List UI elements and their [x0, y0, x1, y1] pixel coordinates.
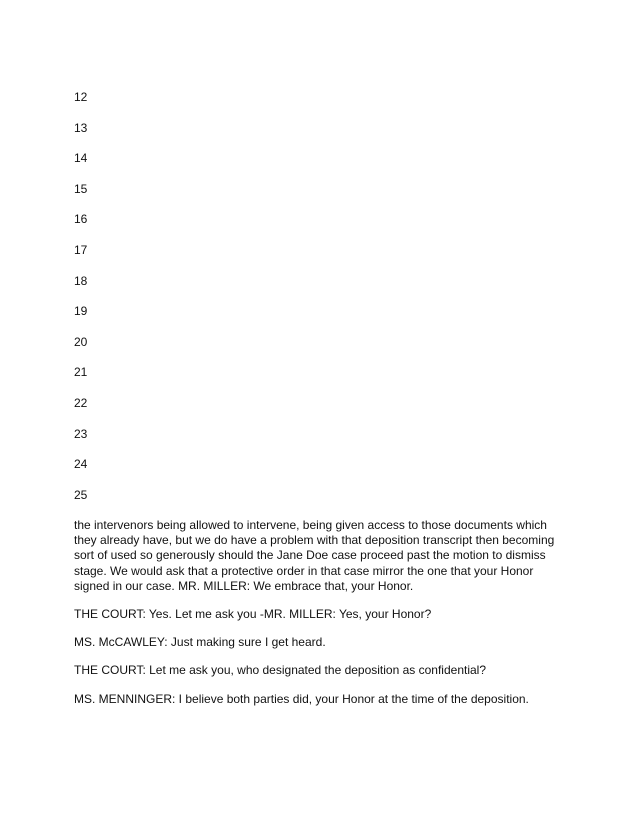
line-number: 24 [74, 457, 88, 472]
line-number: 21 [74, 365, 88, 380]
transcript-paragraph: MS. McCAWLEY: Just making sure I get heard. [74, 635, 326, 650]
transcript-body [74, 518, 564, 720]
line-number: 20 [74, 334, 88, 349]
transcript-paragraph: THE COURT: Let me ask you, who designated the deposition as confidential? [74, 663, 487, 678]
line-number: 15 [74, 181, 88, 196]
line-number: 16 [74, 212, 88, 227]
line-number: 13 [74, 120, 88, 135]
line-number: 12 [74, 90, 88, 104]
line-number: 22 [74, 395, 88, 410]
line-number: 25 [74, 487, 88, 502]
transcript-paragraph: the intervenors being allowed to intervene, being given access to those documents which they already have, but we do have a problem with that deposition transcript then becoming sort of used so generously should the Jane Doe case proceed past the motion to dismiss stage. We would ask that a protective order in that case mirror the one that your Honor signed in our case. MR. MILLER: We embrace that, your Honor. [74, 518, 555, 593]
line-number: 17 [74, 242, 88, 257]
line-number: 14 [74, 151, 88, 166]
line-number: 18 [74, 273, 88, 288]
line-number: 23 [74, 426, 88, 441]
line-number: 19 [74, 304, 88, 319]
transcript-paragraph: THE COURT: Yes. Let me ask you -MR. MILLER: Yes, your Honor? [74, 607, 432, 622]
line-number-column [74, 90, 87, 518]
transcript-paragraph: MS. MENNINGER: I believe both parties did, your Honor at the time of the deposition. [74, 691, 529, 706]
